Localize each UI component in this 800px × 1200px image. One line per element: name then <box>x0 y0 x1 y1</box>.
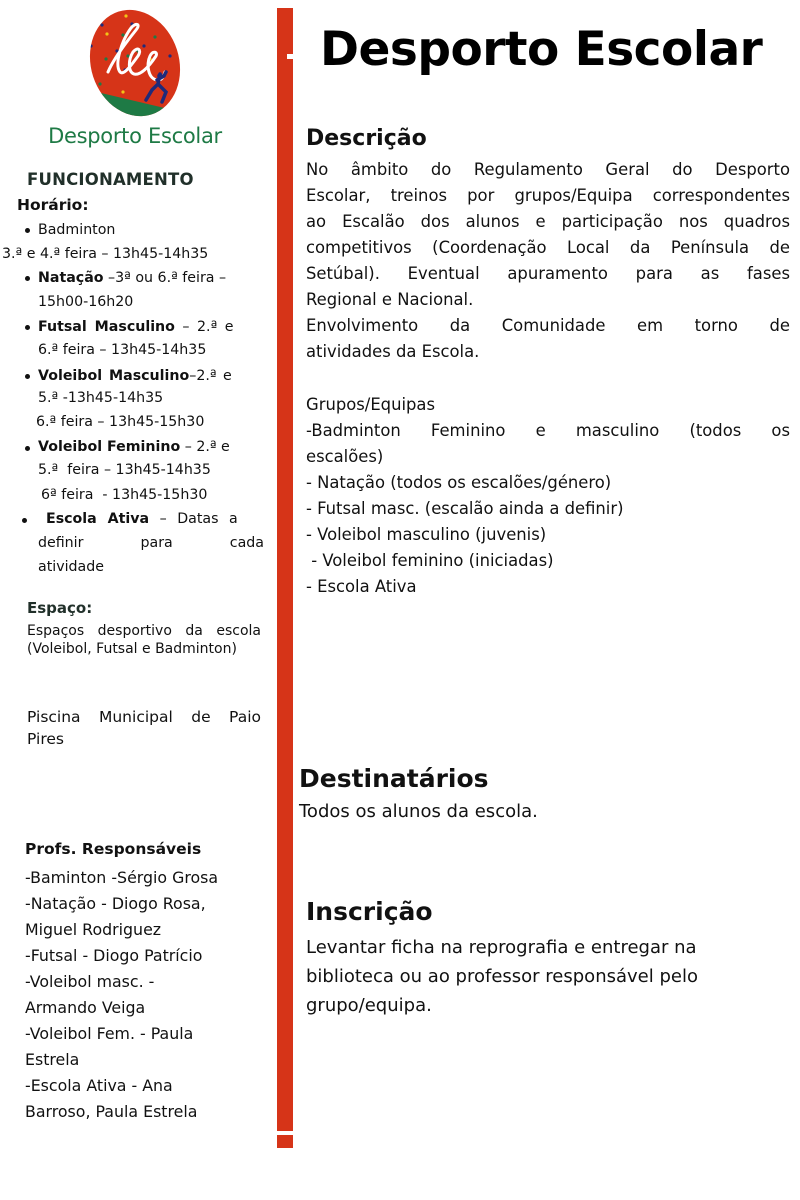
desc-line: Envolvimento da Comunidade em torno de <box>306 316 790 335</box>
inscricao-line: grupo/equipa. <box>306 995 432 1016</box>
grupos-item: - Natação (todos os escalões/género) <box>306 473 612 492</box>
grupos-heading: Grupos/Equipas <box>306 395 436 414</box>
grupos-item: - Futsal masc. (escalão ainda a definir) <box>306 499 624 518</box>
schedule-time: 3.ª e 4.ª feira – 13h45-14h35 <box>2 246 209 262</box>
schedule-sport: Voleibol Masculino <box>38 368 190 384</box>
profs-heading: Profs. Responsáveis <box>25 840 202 858</box>
schedule-days: – 2.ª e <box>180 439 230 455</box>
schedule-sport: Natação <box>38 270 104 286</box>
grupos-item: -Badminton Feminino e masculino (todos os <box>306 421 790 440</box>
schedule-sport: Voleibol Feminino <box>38 439 181 455</box>
desc-line: Setúbal). Eventual apuramento para as fases <box>306 264 790 283</box>
bullet-icon <box>22 518 27 523</box>
profs-line: -Voleibol masc. - <box>25 972 155 991</box>
schedule-time: 6ª feira - 13h45-15h30 <box>41 487 208 503</box>
profs-line: -Baminton -Sérgio Grosa <box>25 868 219 887</box>
desc-line: atividades da Escola. <box>306 342 480 361</box>
schedule-time: 5.ª -13h45-14h35 <box>38 390 164 406</box>
desc-line: Regional e Nacional. <box>306 290 474 309</box>
divider-notch <box>287 54 294 59</box>
destinatarios-text: Todos os alunos da escola. <box>299 801 538 822</box>
schedule-days: – 2.ª e <box>174 319 234 335</box>
desc-line: competitivos (Coordenação Local da Península de <box>306 238 790 257</box>
desc-line: ao Escalão dos alunos e participação nos quadros <box>306 212 790 231</box>
inscricao-heading: Inscrição <box>306 897 433 926</box>
profs-line: Barroso, Paula Estrela <box>25 1102 198 1121</box>
schedule-time: definir para cada <box>38 535 264 551</box>
espaco-label: Espaço: <box>27 599 93 617</box>
schedule-time: 6.ª feira – 13h45-14h35 <box>38 342 207 358</box>
espaco-pool-text: Piscina Municipal de Paio Pires <box>27 708 261 748</box>
grupos-item: escalões) <box>306 447 384 466</box>
descricao-heading: Descrição <box>306 126 427 151</box>
schedule-days: – Datas a <box>149 511 238 527</box>
schedule-time: 6.ª feira – 13h45-15h30 <box>36 414 205 430</box>
horario-label: Horário: <box>17 196 89 214</box>
grupos-item: - Escola Ativa <box>306 577 417 596</box>
desporto-escolar-logo-icon <box>80 6 190 121</box>
grupos-list <box>306 392 790 600</box>
schedule-sport: Escola Ativa <box>46 511 150 527</box>
schedule-days: –2.ª e <box>189 368 232 384</box>
desc-line: No âmbito do Regulamento Geral do Desporto <box>306 160 790 179</box>
espaco-text: Espaços desportivo da escola (Voleibol, Futsal e Badminton) <box>27 623 261 657</box>
bullet-icon <box>25 228 30 233</box>
bullet-icon <box>25 325 30 330</box>
profs-line: -Futsal - Diogo Patrício <box>25 946 203 965</box>
inscricao-line: biblioteca ou ao professor responsável pelo <box>306 966 698 987</box>
divider-bar-end <box>277 1135 293 1148</box>
bullet-icon <box>25 374 30 379</box>
profs-line: Armando Veiga <box>25 998 146 1017</box>
grupos-item: - Voleibol feminino (iniciadas) <box>306 551 554 570</box>
profs-line: -Escola Ativa - Ana <box>25 1076 173 1095</box>
logo-wordmark: Desporto Escolar <box>48 124 222 148</box>
descricao-text <box>306 157 790 365</box>
profs-list <box>25 865 275 1125</box>
profs-line: Estrela <box>25 1050 80 1069</box>
inscricao-line: Levantar ficha na reprografia e entregar na <box>306 937 697 958</box>
destinatarios-heading: Destinatários <box>299 764 489 793</box>
profs-line: Miguel Rodriguez <box>25 920 162 939</box>
schedule-sport: Futsal Masculino <box>38 319 175 335</box>
profs-line: -Natação - Diogo Rosa, <box>25 894 206 913</box>
inscricao-text <box>306 933 790 1020</box>
schedule-time: atividade <box>38 559 104 575</box>
funcionamento-heading: FUNCIONAMENTO <box>27 170 194 189</box>
grupos-item: - Voleibol masculino (juvenis) <box>306 525 547 544</box>
schedule-time: 5.ª feira – 13h45-14h35 <box>38 462 211 478</box>
schedule-days: –3ª ou 6.ª feira – <box>103 270 227 286</box>
schedule-sport: Badminton <box>38 222 116 238</box>
profs-line: -Voleibol Fem. - Paula <box>25 1024 194 1043</box>
bullet-icon <box>25 276 30 281</box>
desc-line: Escolar, treinos por grupos/Equipa correspondentes <box>306 186 790 205</box>
schedule-time: 15h00-16h20 <box>38 294 134 310</box>
bullet-icon <box>25 446 30 451</box>
page-title: Desporto Escolar <box>320 22 763 77</box>
